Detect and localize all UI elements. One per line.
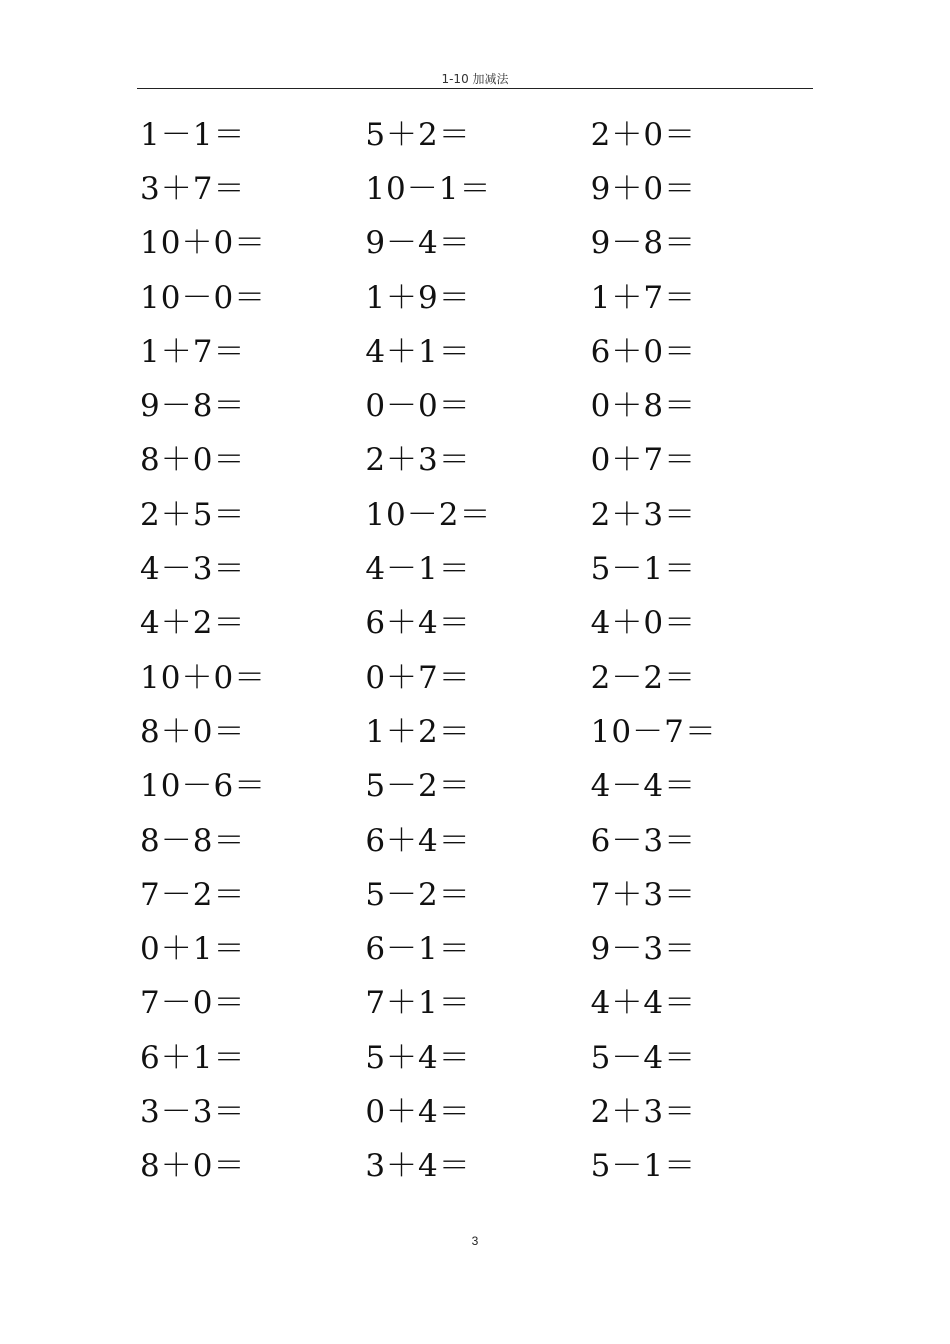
math-problem: 8＋0＝ bbox=[140, 1148, 246, 1185]
problem-row bbox=[140, 810, 816, 864]
problem-row bbox=[140, 430, 816, 484]
header-divider bbox=[137, 88, 813, 89]
math-problem: 3＋4＝ bbox=[365, 1148, 471, 1185]
math-problem: 5－4＝ bbox=[590, 1039, 697, 1076]
problem-row bbox=[140, 864, 816, 918]
problem-row bbox=[140, 1136, 816, 1190]
math-problem: 8＋0＝ bbox=[140, 442, 246, 479]
page-header-title: 1-10 加减法 bbox=[441, 72, 509, 86]
math-problem: 10－0＝ bbox=[140, 279, 267, 316]
problem-row bbox=[140, 158, 816, 212]
math-problem: 4＋0＝ bbox=[590, 605, 697, 642]
problem-row bbox=[140, 756, 816, 810]
math-problem: 0＋7＝ bbox=[590, 442, 697, 479]
math-problem: 6＋0＝ bbox=[590, 333, 697, 370]
problem-row bbox=[140, 375, 816, 429]
problem-row bbox=[140, 267, 816, 321]
math-problem: 4－3＝ bbox=[140, 551, 246, 588]
problem-row bbox=[140, 1081, 816, 1135]
math-problem: 10＋0＝ bbox=[140, 659, 267, 696]
math-problem: 2＋0＝ bbox=[590, 116, 697, 153]
math-problem: 10－1＝ bbox=[365, 170, 492, 207]
problem-row bbox=[140, 484, 816, 538]
problem-row bbox=[140, 1027, 816, 1081]
math-problem: 4－4＝ bbox=[590, 768, 697, 805]
math-problem: 6－3＝ bbox=[590, 822, 697, 859]
math-problem: 5－1＝ bbox=[590, 1148, 697, 1185]
math-problem: 6＋4＝ bbox=[365, 822, 471, 859]
math-problem: 7－2＝ bbox=[140, 876, 246, 913]
math-problem: 2＋3＝ bbox=[590, 1093, 697, 1130]
math-problem: 4＋2＝ bbox=[140, 605, 246, 642]
math-problem: 2＋3＝ bbox=[590, 496, 697, 533]
math-problem: 8－8＝ bbox=[140, 822, 246, 859]
math-problem: 3－3＝ bbox=[140, 1093, 246, 1130]
math-problem: 3＋7＝ bbox=[140, 170, 246, 207]
math-problem: 10－2＝ bbox=[365, 496, 492, 533]
problem-row bbox=[140, 647, 816, 701]
math-problem: 9－8＝ bbox=[140, 388, 246, 425]
math-problem: 7＋1＝ bbox=[365, 985, 471, 1022]
math-problem: 4＋4＝ bbox=[590, 985, 697, 1022]
math-problem: 9＋0＝ bbox=[590, 170, 697, 207]
math-problem: 6＋1＝ bbox=[140, 1039, 246, 1076]
math-problem: 1＋7＝ bbox=[140, 333, 246, 370]
math-problem: 0＋8＝ bbox=[590, 388, 697, 425]
math-problem: 5－1＝ bbox=[590, 551, 697, 588]
math-problem: 6－1＝ bbox=[365, 931, 471, 968]
math-problem: 4＋1＝ bbox=[365, 333, 471, 370]
math-problem: 1＋2＝ bbox=[365, 713, 471, 750]
math-problem: 0－0＝ bbox=[365, 388, 471, 425]
math-problem: 10＋0＝ bbox=[140, 225, 267, 262]
math-problem: 9－3＝ bbox=[590, 931, 697, 968]
math-problem: 0＋1＝ bbox=[140, 931, 246, 968]
problem-row bbox=[140, 593, 816, 647]
math-problem: 2＋3＝ bbox=[365, 442, 471, 479]
problem-row bbox=[140, 213, 816, 267]
math-problem: 7＋3＝ bbox=[590, 876, 697, 913]
problem-row bbox=[140, 538, 816, 592]
math-problem: 2＋5＝ bbox=[140, 496, 246, 533]
problem-row bbox=[140, 701, 816, 755]
math-problem: 8＋0＝ bbox=[140, 713, 246, 750]
problem-row bbox=[140, 918, 816, 972]
math-problem: 5－2＝ bbox=[365, 876, 471, 913]
math-problem: 9－8＝ bbox=[590, 225, 697, 262]
math-problem: 10－7＝ bbox=[590, 713, 717, 750]
problem-row bbox=[140, 321, 816, 375]
math-problem: 9－4＝ bbox=[365, 225, 471, 262]
problem-row bbox=[140, 104, 816, 158]
arithmetic-worksheet bbox=[140, 104, 816, 1190]
math-problem: 10－6＝ bbox=[140, 768, 267, 805]
problem-row bbox=[140, 973, 816, 1027]
math-problem: 1＋7＝ bbox=[590, 279, 697, 316]
math-problem: 1＋9＝ bbox=[365, 279, 471, 316]
math-problem: 4－1＝ bbox=[365, 551, 471, 588]
math-problem: 5＋2＝ bbox=[365, 116, 471, 153]
math-problem: 0＋4＝ bbox=[365, 1093, 471, 1130]
math-problem: 5－2＝ bbox=[365, 768, 471, 805]
page-number: 3 bbox=[471, 1234, 479, 1248]
math-problem: 0＋7＝ bbox=[365, 659, 471, 696]
math-problem: 1－1＝ bbox=[140, 116, 246, 153]
math-problem: 2－2＝ bbox=[590, 659, 697, 696]
math-problem: 5＋4＝ bbox=[365, 1039, 471, 1076]
math-problem: 6＋4＝ bbox=[365, 605, 471, 642]
math-problem: 7－0＝ bbox=[140, 985, 246, 1022]
